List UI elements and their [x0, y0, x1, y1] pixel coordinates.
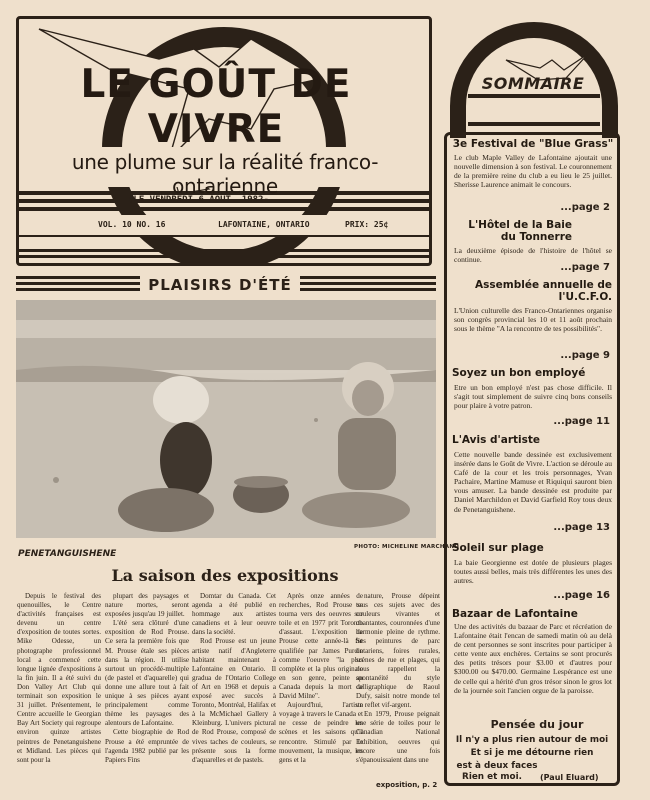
sommaire-heading: 3e Festival de "Blue Grass"	[452, 138, 614, 150]
article-column-5	[356, 592, 440, 778]
pensee-heading: Pensée du jour	[490, 718, 584, 731]
article-dateline: PENETANGUISHENE	[18, 549, 117, 559]
article-paragraph: Rod Prouse est un jeune artiste natif d'Angleterre habitant maintenant à Lafontaine en Ontario. Il gradua de l'Ontario College of Art en 1968 et depuis a exposé avec succès à Toronto, Montréal, Halifax et à la McMichael Gallery à Kleinburg. L'univers pictural de Rod Prouse, composé de vives taches de couleurs, se présente sous la forme d'aquarelles et de pastels.	[192, 637, 276, 764]
sommaire-summary: L'Union culturelle des Franco-Ontariennes organise son congrès provincial les 10 et 11 août prochain sous le thème "A la rencontre de tes possibilités".	[454, 306, 612, 334]
sommaire-title: SOMMAIRE	[481, 74, 585, 93]
publication-place: LAFONTAINE, ONTARIO	[218, 220, 310, 229]
pensee-line: Rien et moi.	[462, 772, 522, 782]
photo-credit: PHOTO: MICHELINE MARCHAND	[354, 544, 460, 550]
article-paragraph: Aujourd'hui, l'artiste voyage à travers le Canada et ne cesse de peindre les scènes et les saisons qu'il rencontre. Stimulé par le mouvement, la musique, les gens et la	[279, 701, 363, 764]
sommaire-summary: Une des activités du bazaar de Parc et récréation de Lafontaine était l'encan de samedi matin où au delà de cent personnes se sont inscrites pour participer à cette vente aux enchères. Certains se sont procurés des petits trésors pour $3.00 et d'autres pour $300.00 ou $470.00. Germaine Lespérance est une de celle qui a hérité d'un gros trésor sinon le gros lot de la journée soit l'ancien orgue de la paroisse.	[454, 622, 612, 695]
sommaire-page-ref: ...page 16	[553, 590, 610, 601]
article-column-4	[279, 592, 363, 792]
sommaire-heading: Bazaar de Lafontaine	[452, 608, 578, 620]
beach-photo-illustration	[16, 300, 436, 538]
sommaire-heading: Soleil sur plage	[452, 542, 544, 554]
sommaire-heading: Assemblée annuelle de l'U.C.F.O.	[475, 279, 612, 303]
article-paragraph: Domtar du Canada. Cet agenda a été publié en hommage aux artistes canadiens et à leur oeuvre dans la société.	[192, 592, 276, 637]
sommaire-heading: L'Hôtel de la Baie du Tonnerre	[468, 219, 572, 243]
issue-date: (LE VENDREDI 6 AOUT, 1982-	[128, 195, 269, 205]
pensee-line: Et si je me détourne rien	[470, 748, 594, 758]
article-column-3	[192, 592, 276, 792]
sommaire-heading: L'Avis d'artiste	[452, 434, 541, 446]
article-column-1	[17, 592, 101, 792]
issue-price: PRIX: 25¢	[345, 220, 389, 229]
article-paragraph: Depuis le festival des quenouilles, le Centre d'activités françaises est devenu un centre d'exposition de toutes sortes. Mike Odesse, un photographe professionnel local a commencé cette longue lignée d'expositions à la fin juin. Il a été suivi du Don Valley Art Club qui terminait son exposition le 31 juillet. Présentement, le Centre accueille le Georgian Bay Art Society qui regroupe environ quinze artistes peintres de Penetanguishene et Midland. Les pièces qui sont pour la	[17, 592, 101, 764]
article-paragraph: Cette biographie de Rod Prouse a été empruntée de l'agenda 1982 publié par les Papiers Fins	[105, 728, 189, 764]
article-paragraph: plupart des paysages et nature mortes, seront exposées jusqu'au 19 juillet.	[105, 592, 189, 619]
sommaire-heading: Soyez un bon employé	[452, 367, 586, 379]
sommaire-page-ref: ...page 2	[560, 202, 610, 213]
article-continuation: exposition, p. 2	[376, 781, 438, 789]
sommaire-summary: Cette nouvelle bande dessinée est exclusivement insérée dans le Goût de Vivre. L'action se déroule au Café de la cour et les trois personnages, Yvan Pachaire, Martine Mamuse et Riquiqui sauront bien vous amuser. La bande dessinée est produite par Daniel Marchildon et David Garfield Roy tous deux de Penetanguishene.	[454, 450, 612, 514]
sommaire-summary: La baie Georgienne est dotée de plusieurs plages toutes aussi belles, mais très différentes les unes des autres.	[454, 558, 612, 586]
sommaire-page-ref: ...page 13	[553, 522, 610, 533]
beach-photo	[16, 300, 436, 538]
sommaire-summary: Etre un bon employé n'est pas chose difficile. Il s'agit tout simplement de suivre cinq bons conseils pour plaire à votre patron.	[454, 383, 612, 411]
pensee-line: Il n'y a plus rien autour de moi	[455, 735, 609, 745]
article-headline: La saison des expositions	[111, 566, 339, 585]
pensee-line: est à deux faces	[456, 761, 538, 771]
newspaper-subtitle: une plume sur la réalité franco-ontarienne	[71, 150, 379, 198]
sommaire-summary: La deuxième épisode de l'histoire de l'hôtel se continue.	[454, 246, 612, 265]
sommaire-page-ref: ...page 7	[560, 262, 610, 273]
pensee-author: (Paul Eluard)	[540, 773, 599, 782]
section-title: PLAISIRS D'ÉTÉ	[140, 272, 300, 298]
article-column-2	[105, 592, 189, 792]
article-paragraph: En 1979, Prouse peignait une série de toiles pour le Canadian National Exhibition, oeuvres qui encore une fois s'épanouissaient dans une	[356, 710, 440, 764]
volume-number: VOL. 10 NO. 16	[98, 220, 166, 229]
sommaire-page-ref: ...page 9	[560, 350, 610, 361]
sommaire-page-ref: ...page 11	[553, 416, 610, 427]
article-paragraph: L'été sera clôturé d'une exposition de Rod Prouse. Ce sera la première fois que M. Prouse étale ses pièces dans la région. Il utilise surtout un procédé-multiple (de pastel et d'aquarelle) qui donne une allure tout à fait unique à ses pièces ayant principalement comme thème les paysages des alentours de Lafontaine.	[105, 619, 189, 728]
sommaire-summary: Le club Maple Valley de Lafontaine ajoutait une nouvelle dimension à son festival. Le couronnement de la première reine du club a eu lieu le 25 juillet. Sherisse Laurence animait le concours.	[454, 153, 612, 190]
newspaper-title: LE GOÛT DE VIVRE	[80, 62, 352, 152]
article-paragraph: nature, Prouse dépeint tous ces sujets avec des couleurs vivantes et chantantes, couronnées d'une harmonie pleine de rythme. Ses peintures de parc ontariens, foires rurales, scènes de rue et plages, qui nous rappellent la spontanéité du style calligraphique de Raoul Dufy, saisit notre monde tel un reflet vif-argent.	[356, 592, 440, 710]
article-paragraph: Après onze années de recherches, Rod Prouse se tourna vers des oeuvres sur toile et en 1977 prit Toronto d'assaut. L'exposition de Prouse cette année-là fut qualifiée par James Purdie comme l'oeuvre "la plus complète et la plus originale en son genre, peinte au Canada depuis la mort de David Milne".	[279, 592, 363, 701]
